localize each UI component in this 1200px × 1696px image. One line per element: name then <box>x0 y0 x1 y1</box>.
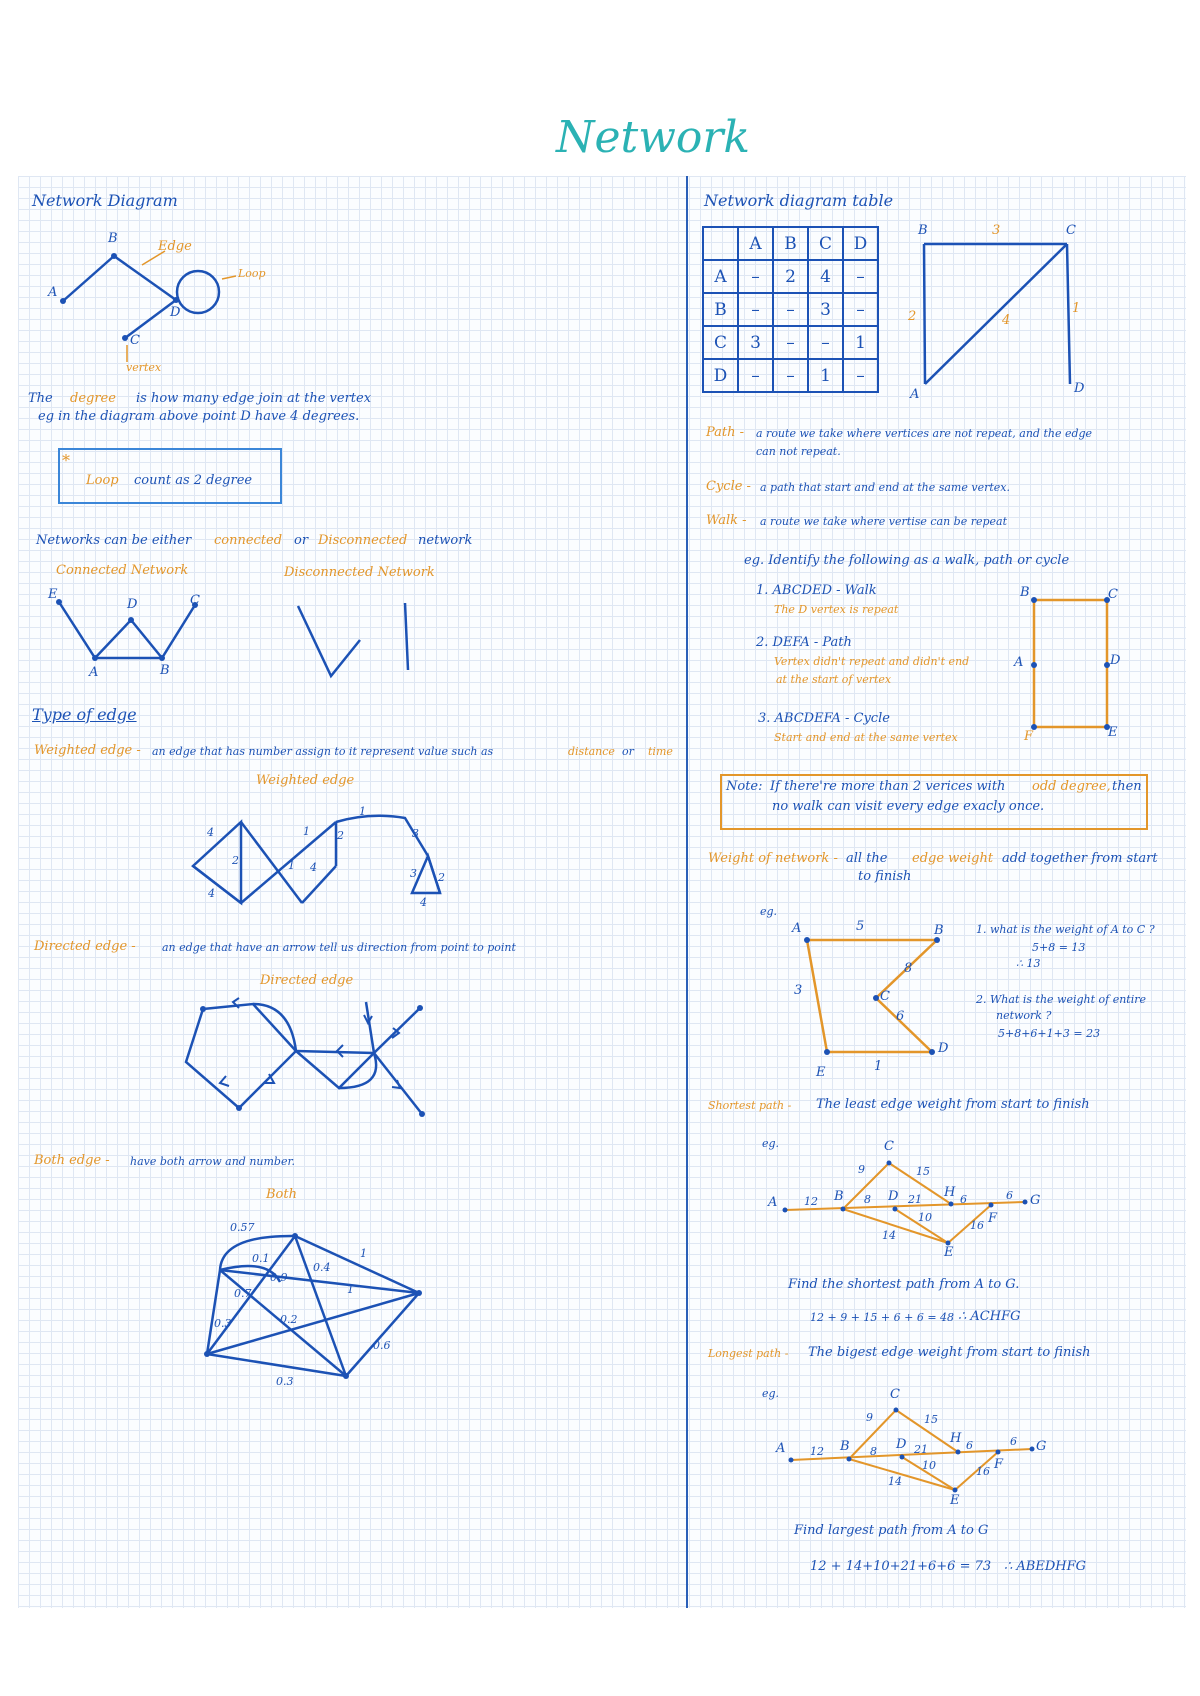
table-cell: 1 <box>843 326 878 359</box>
wn-weight-cd: 6 <box>896 1009 905 1024</box>
cycle-definition: a path that start and end at the same vertex. <box>760 481 1010 494</box>
lp-label-e: E <box>950 1493 960 1508</box>
graph-label-a: A <box>910 387 920 402</box>
question-1-answer: ∴ 13 <box>1016 957 1041 970</box>
lp-weight: 15 <box>924 1413 938 1426</box>
edge-ab <box>63 256 114 301</box>
loop <box>177 271 219 313</box>
rect-label-d: D <box>1110 653 1121 668</box>
question-1-calc: 5+8 = 13 <box>1032 941 1086 954</box>
weight-def-a: all the <box>846 851 888 866</box>
lp-weight: 8 <box>870 1445 877 1458</box>
both-weight: 0.57 <box>230 1221 255 1234</box>
rect-label-c: C <box>1108 587 1118 602</box>
path-definition-2: can not repeat. <box>756 445 841 458</box>
conn-label-c: C <box>190 593 200 608</box>
both-weight: 0.7 <box>234 1287 252 1300</box>
network-diagram-heading: Network Diagram <box>32 191 178 210</box>
note-loop-text: count as 2 degree <box>134 473 253 488</box>
weighted-or: or <box>622 745 634 758</box>
conn-label-b: B <box>160 663 170 678</box>
lp-weight: 14 <box>888 1475 902 1488</box>
table-cell: 1 <box>808 359 843 392</box>
both-weight: 0.4 <box>313 1261 331 1274</box>
graph-label-d: D <box>1074 381 1085 396</box>
weight-label: 4 <box>207 826 214 839</box>
graph-weight-3: 3 <box>992 223 1001 238</box>
note-text-b: no walk can visit every edge exacly once. <box>772 799 1045 814</box>
longest-calc: 12 + 14+10+21+6+6 = 73 <box>810 1559 992 1574</box>
weight-label: 1 <box>359 805 366 818</box>
page-title: Network <box>556 112 751 163</box>
shortest-answer: ∴ ACHFG <box>958 1309 1021 1324</box>
note-star: * <box>62 451 70 470</box>
label-c: C <box>130 333 140 348</box>
both-weight: 0.6 <box>373 1339 391 1352</box>
disconnected-edge-2 <box>405 603 408 670</box>
degree-definition: is how many edge join at the vertex <box>136 391 372 406</box>
shortest-eg: eg. <box>762 1137 780 1150</box>
both-weight: 0.3 <box>276 1375 294 1388</box>
weight-def-edge: edge weight <box>912 851 994 866</box>
wn-weight-ae: 3 <box>794 983 803 998</box>
sp-weight: 12 <box>804 1195 818 1208</box>
wn-label-b: B <box>934 923 944 938</box>
item-3-note: Start and end at the same vertex <box>774 731 958 744</box>
weight-label: 2 <box>438 871 445 884</box>
lp-weight: 10 <box>922 1459 936 1472</box>
table-cell: – <box>773 359 808 392</box>
lp-label-h: H <box>950 1431 962 1446</box>
directed-title: Directed edge <box>260 973 354 988</box>
weight-label: 4 <box>208 887 215 900</box>
both-weight: 0.3 <box>214 1317 232 1330</box>
connectivity-intro: Networks can be either <box>36 533 192 548</box>
disconnected-network-title: Disconnected Network <box>284 565 435 580</box>
wn-label-a: A <box>792 921 802 936</box>
longest-question: Find largest path from A to G <box>794 1523 989 1538</box>
label-a: A <box>48 285 58 300</box>
table-cell: – <box>843 260 878 293</box>
connected-network-title: Connected Network <box>56 563 189 578</box>
directed-edge-figure <box>186 998 422 1114</box>
weighted-key: Weighted edge - <box>34 743 141 758</box>
table-cell: 4 <box>808 260 843 293</box>
wn-weight-ab: 5 <box>856 919 865 934</box>
label-b: B <box>108 231 118 246</box>
sp-weight: 6 <box>1006 1189 1013 1202</box>
disconnected-edges-1 <box>298 606 360 676</box>
directed-key: Directed edge - <box>34 939 136 954</box>
wn-label-d: D <box>938 1041 949 1056</box>
rect-label-b: B <box>1020 585 1030 600</box>
eg-intro: eg. Identify the following as a walk, path or cycle <box>744 553 1070 568</box>
sp-weight: 21 <box>908 1193 922 1206</box>
weighted-title: Weighted edge <box>256 773 355 788</box>
walk-rectangle-figure <box>1031 597 1110 730</box>
longest-key: Longest path - <box>708 1347 789 1360</box>
vertex-b <box>111 253 117 259</box>
weighted-example-2: time <box>648 745 673 758</box>
connected-triangle <box>95 620 162 658</box>
sp-weight: 8 <box>864 1193 871 1206</box>
sp-weight: 10 <box>918 1211 932 1224</box>
edge-types-heading: Type of edge <box>32 705 137 724</box>
label-vertex: vertex <box>126 361 162 374</box>
lp-label-a: A <box>776 1441 786 1456</box>
both-title: Both <box>266 1187 297 1202</box>
graph-weight-4: 4 <box>1002 313 1011 328</box>
cycle-key: Cycle - <box>706 479 751 494</box>
weighted-edge-figure <box>193 816 440 903</box>
item-2-note-2: at the start of vertex <box>776 673 892 686</box>
table-cell: D <box>703 359 738 392</box>
lp-weight: 9 <box>866 1411 873 1424</box>
rect-label-a: A <box>1014 655 1024 670</box>
weighted-example-1: distance <box>568 745 615 758</box>
lp-label-g: G <box>1036 1439 1047 1454</box>
table-cell: – <box>843 293 878 326</box>
sp-weight: 6 <box>960 1193 967 1206</box>
rect-label-e: E <box>1108 725 1118 740</box>
lp-label-f: F <box>994 1457 1004 1472</box>
adjacency-table <box>702 226 879 393</box>
question-2: 2. What is the weight of entire <box>976 993 1147 1006</box>
network-diagram-figure <box>63 251 236 362</box>
label-loop: Loop <box>238 267 266 280</box>
weight-label: 4 <box>420 896 427 909</box>
sp-label-g: G <box>1030 1193 1041 1208</box>
walk-key: Walk - <box>706 513 747 528</box>
weight-label: 1 <box>288 859 295 872</box>
lp-label-c: C <box>890 1387 900 1402</box>
table-cell: B <box>773 227 808 260</box>
weight-def-b: add together from start <box>1002 851 1158 866</box>
sp-label-b: B <box>834 1189 844 1204</box>
weight-network-figure <box>804 937 940 1055</box>
conn-label-e: E <box>48 587 58 602</box>
walk-definition: a route we take where vertise can be repeat <box>760 515 1008 528</box>
degree-key: degree <box>70 391 116 406</box>
weight-label: 4 <box>310 861 317 874</box>
vertex-a <box>60 298 66 304</box>
shortest-path-figure <box>785 1163 1025 1243</box>
both-definition: have both arrow and number. <box>130 1155 296 1168</box>
conn-label-a: A <box>89 665 99 680</box>
lp-weight: 6 <box>1010 1435 1017 1448</box>
table-cell: A <box>738 227 773 260</box>
arrow-head <box>220 1076 229 1086</box>
question-2-b: network ? <box>996 1009 1052 1022</box>
path-definition: a route we take where vertices are not repeat, and the edge <box>756 427 1093 440</box>
note-odd-degree: odd degree, <box>1032 779 1111 794</box>
disconnected-word: Disconnected <box>318 533 408 548</box>
sp-label-c: C <box>884 1139 894 1154</box>
wn-label-e: E <box>816 1065 826 1080</box>
disconnected-network-figure <box>298 603 408 676</box>
item-3-label: 3. ABCDEFA - Cycle <box>758 711 890 726</box>
shortest-calc: 12 + 9 + 15 + 6 + 6 = 48 <box>810 1311 955 1324</box>
table-graph-figure <box>924 244 1070 384</box>
label-edge: Edge <box>158 239 192 254</box>
network-word: network <box>418 533 473 548</box>
sp-weight: 9 <box>858 1163 865 1176</box>
weight-label: 2 <box>232 854 239 867</box>
sp-label-a: A <box>768 1195 778 1210</box>
table-cell: – <box>738 260 773 293</box>
path-key: Path - <box>706 425 745 440</box>
table-cell: B <box>703 293 738 326</box>
graph-weight-1: 1 <box>1072 301 1081 316</box>
lp-label-d: D <box>896 1437 907 1452</box>
loop-pointer <box>222 276 236 279</box>
weighted-definition: an edge that has number assign to it represent value such as <box>152 745 494 758</box>
note-then: then <box>1112 779 1142 794</box>
table-cell: 3 <box>808 293 843 326</box>
directed-bottom <box>296 1051 374 1088</box>
both-edge-figure <box>207 1236 419 1376</box>
item-1-label: 1. ABCDED - Walk <box>756 583 877 598</box>
table-cell: – <box>773 293 808 326</box>
weight-eg: eg. <box>760 905 778 918</box>
weight-label: 3 <box>410 867 417 880</box>
directed-loop <box>186 1004 296 1108</box>
table-cell: 3 <box>738 326 773 359</box>
table-cell: – <box>773 326 808 359</box>
table-cell: A <box>703 260 738 293</box>
item-2-label: 2. DEFA - Path <box>756 635 852 650</box>
graph-weight-2: 2 <box>908 309 917 324</box>
sp-label-d: D <box>888 1189 899 1204</box>
sp-label-e: E <box>944 1245 954 1260</box>
shortest-definition: The least edge weight from start to finish <box>816 1097 1090 1112</box>
wn-label-c: C <box>880 989 890 1004</box>
both-weight: 0.1 <box>252 1252 270 1265</box>
longest-definition: The bigest edge weight from start to finish <box>808 1345 1091 1360</box>
both-weight: 1 <box>347 1283 354 1296</box>
or-word: or <box>294 533 309 548</box>
table-cell: C <box>703 326 738 359</box>
table-heading: Network diagram table <box>704 191 894 210</box>
lp-weight: 21 <box>914 1443 928 1456</box>
longest-eg: eg. <box>762 1387 780 1400</box>
network-diagram-vertices <box>60 253 179 341</box>
weight-def-c: to finish <box>858 869 912 884</box>
vertex-d <box>173 297 179 303</box>
lp-weight: 16 <box>976 1465 990 1478</box>
shortest-key: Shortest path - <box>708 1099 792 1112</box>
conn-label-d: D <box>127 597 138 612</box>
table-cell: D <box>843 227 878 260</box>
sp-label-f: F <box>988 1211 998 1226</box>
table-cell <box>703 227 738 260</box>
wn-weight-de: 1 <box>874 1059 883 1074</box>
weight-label: 3 <box>412 827 419 840</box>
vertex-d <box>128 617 134 623</box>
question-2-calc: 5+8+6+1+3 = 23 <box>998 1027 1101 1040</box>
table-cell: – <box>808 326 843 359</box>
label-d: D <box>170 305 181 320</box>
sp-weight: 15 <box>916 1165 930 1178</box>
degree-word: The <box>28 391 53 406</box>
vertex-c <box>122 335 128 341</box>
graph-label-c: C <box>1066 223 1076 238</box>
lp-label-b: B <box>840 1439 850 1454</box>
both-weight: 0.2 <box>280 1313 298 1326</box>
lp-weight: 6 <box>966 1439 973 1452</box>
item-2-note: Vertex didn't repeat and didn't end <box>774 655 970 668</box>
degree-example: eg in the diagram above point D have 4 degrees. <box>38 409 360 424</box>
graph-label-b: B <box>918 223 928 238</box>
table-cell: – <box>738 293 773 326</box>
table-cell: 2 <box>773 260 808 293</box>
table-cell: C <box>808 227 843 260</box>
note-text-a: If there're more than 2 verices with <box>770 779 1006 794</box>
wn-weight-bc: 8 <box>904 961 913 976</box>
item-1-note: The D vertex is repeat <box>774 603 899 616</box>
longest-answer: ∴ ABEDHFG <box>1004 1559 1086 1574</box>
weight-label: 1 <box>303 825 310 838</box>
lp-weight: 12 <box>810 1445 824 1458</box>
weight-key: Weight of network - <box>708 851 838 866</box>
directed-definition: an edge that have an arrow tell us direction from point to point <box>162 941 516 954</box>
rect-label-f: F <box>1024 729 1034 744</box>
table-cell: – <box>843 359 878 392</box>
longest-path-figure <box>791 1410 1032 1490</box>
sp-label-h: H <box>944 1185 956 1200</box>
sp-weight: 16 <box>970 1219 984 1232</box>
table-cell: – <box>738 359 773 392</box>
vertex-b <box>159 655 165 661</box>
vertex-a <box>92 655 98 661</box>
weight-label: 2 <box>337 829 344 842</box>
note-loop-word: Loop <box>86 473 119 488</box>
both-weight: 0.9 <box>270 1271 288 1284</box>
note-key: Note: <box>726 779 763 794</box>
connected-word: connected <box>214 533 283 548</box>
question-1: 1. what is the weight of A to C ? <box>976 923 1155 936</box>
shortest-question: Find the shortest path from A to G. <box>788 1277 1020 1292</box>
sp-weight: 14 <box>882 1229 896 1242</box>
both-key: Both edge - <box>34 1153 110 1168</box>
both-weight: 1 <box>360 1247 367 1260</box>
